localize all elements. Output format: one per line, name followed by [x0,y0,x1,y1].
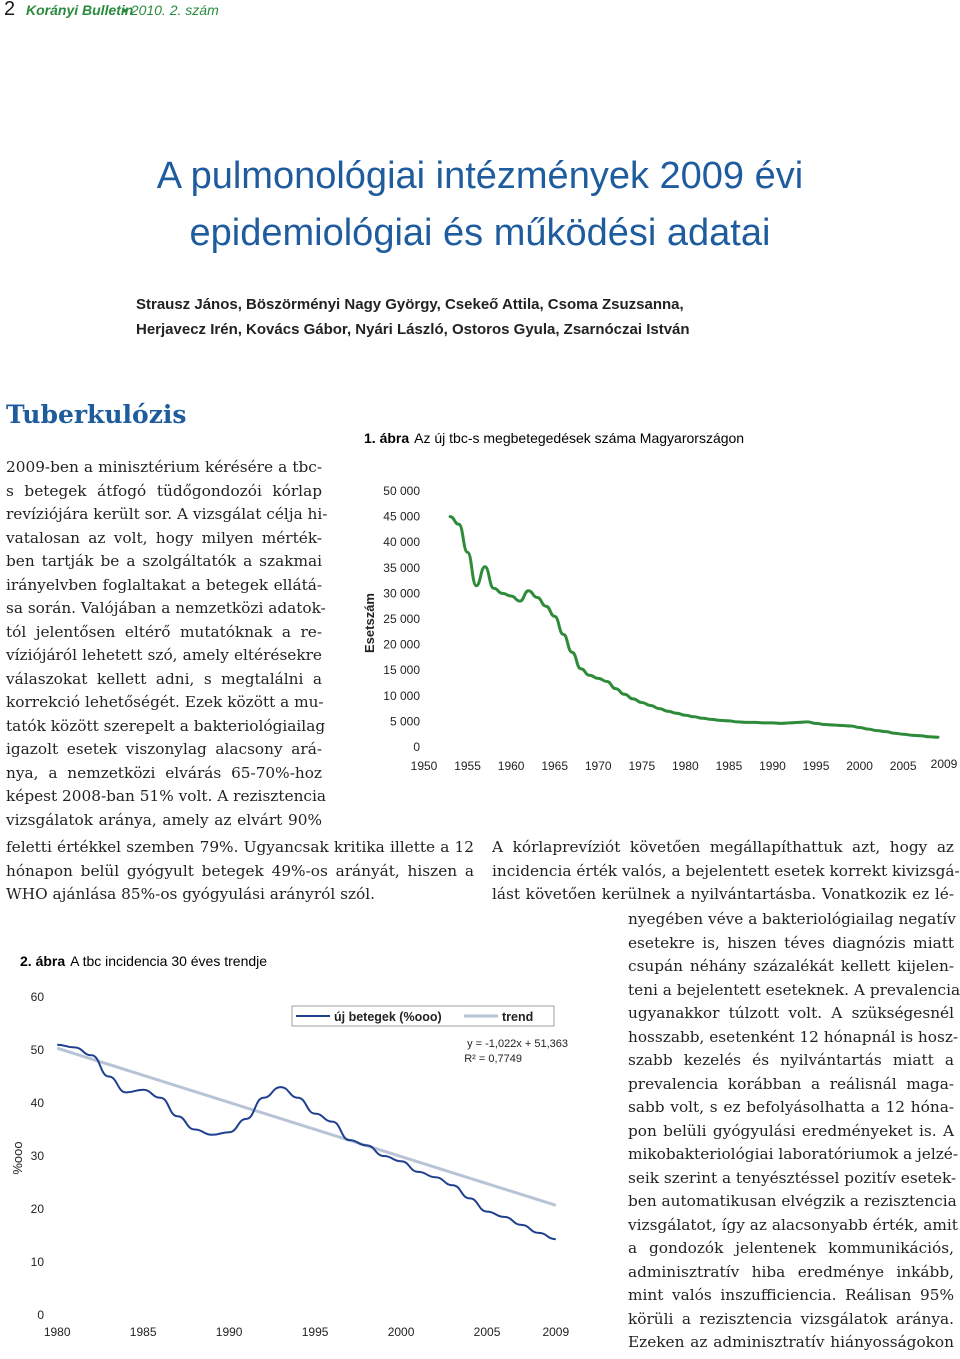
figure-1-y-tick-label: 35 000 [383,560,420,575]
issue-label: • 2010. 2. szám [122,2,219,18]
authors-line-1: Strausz János, Böszörményi Nagy György, Csekeő Attila, Csoma Zsuzsanna, [136,296,684,313]
text-line: a gondozók jelentenek kommunikációs, [628,1239,954,1257]
text-line: vizsgálatot, így az alacsonyabb érték, amit [628,1215,958,1234]
figure-2-x-tick-label: 1985 [129,1325,157,1339]
figure-2-x-tick-label: 1990 [215,1325,243,1339]
figure-2-x-tick-label: 2000 [387,1325,415,1339]
text-line: tatók között szerepelt a bakteriológiailag [6,716,326,735]
figure-2-caption [20,953,267,969]
text-line: tól jelentősen eltérő mutatóknak a re- [6,622,322,641]
left-column-text [6,456,328,832]
text-line: körüli a rezisztencia vizsgálatok aránya. [628,1309,954,1328]
figure-1-y-tick-label: 25 000 [383,612,420,626]
text-line: nya, a nemzetközi elvárás 65-70%-hoz [6,763,322,782]
text-line: víziójáról lehetett szó, amely eltérésekre [6,646,322,664]
text-line: ben tartják be a szolgáltatók a szakmai [6,552,322,570]
figure-1-y-tick-label: 5 000 [389,714,420,729]
journal-name: Korányi Bulletin [26,2,134,18]
right-paragraph-top [492,836,960,907]
text-line: hosszabb, esetenként 12 hónapnál is hosz- [628,1027,959,1046]
figure-2-legend [292,1006,554,1026]
figure-2-y-tick-label: 30 [30,1149,44,1163]
figure-1-x-tick-label: 1975 [628,759,656,773]
text-line: lást követően kerülnek a nyilvántartásba. Vonatkozik ez lé- [492,885,954,903]
figure-1-y-axis-label: Esetszám [362,593,377,653]
text-line: prevalencia korábban a reálisnál maga- [628,1074,954,1093]
figure-1-y-tick-label: 20 000 [383,637,420,652]
figure-1-x-tick-label: 2005 [889,759,917,773]
text-line: irányelvben foglaltakat a betegek ellátá- [6,575,322,594]
text-line: nyegében véve a bakteriológiailag negatív [628,910,956,928]
figure-2-y-tick-label: 0 [37,1308,44,1322]
figure-2-y-tick-label: 40 [30,1096,44,1110]
figure-2-x-tick-label: 1995 [301,1325,329,1339]
text-line: incidencia érték valós, a bejelentett esetek korrekt kivizsgá- [492,861,960,880]
figure-1-x-tick-label: 1955 [454,759,481,773]
article-title [0,148,960,262]
figure-2-x-tick-label: 1980 [43,1325,71,1339]
section-heading: Tuberkulózis [6,400,187,429]
author-list [136,292,936,342]
figure-1-y-tick-label: 40 000 [383,535,420,550]
text-line: csupán néhány százalékát kellett kijelen- [628,957,954,975]
text-line: WHO ajánlása 85%-os gyógyulási arányról szól. [6,885,375,903]
authors-line-2: Herjavecz Irén, Kovács Gábor, Nyári László, Ostoros Gyula, Zsarnóczai István [136,321,690,338]
text-line: szabb kezelés és nyilvántartás miatt a [628,1051,954,1069]
text-line: pon belüli gyógyulási eredményeket is. A [628,1121,954,1140]
figure-1-x-tick-label: 1960 [497,759,525,773]
text-line: vatalosan az volt, hogy milyen mérték- [6,528,322,547]
figure-2-y-tick-label: 10 [30,1255,44,1269]
figure-1-y-tick-label: 45 000 [383,509,420,524]
figure-1-x-tick-label: 1980 [672,759,699,773]
figure-1-x-tick-label: 2009 [930,757,958,771]
figure-1-y-tick-label: 30 000 [383,586,420,601]
legend-label-trend: trend [502,1010,534,1024]
text-line: mikobakteriológiai laboratóriumok a jelzé- [628,1145,958,1163]
left-paragraph-continuation [6,836,474,907]
page-number: 2 [4,0,16,20]
figure-1-chart [336,418,960,778]
figure-2-chart [0,940,580,1350]
page-header [0,0,960,22]
text-line: ugyanakkor túlzott volt. A szükségesnél [628,1004,954,1022]
figure-1-x-tick-label: 1950 [410,759,438,773]
text-line: A kórlaprevíziót követően megállapíthattuk azt, hogy az [492,838,954,856]
right-column-text [628,908,960,1355]
figure-1-y-tick-label: 50 000 [383,484,420,498]
text-line: esetekre is, hiszen téves diagnózis miatt [628,933,954,952]
figure-2-series-line [57,1045,556,1240]
figure-1-x-tick-label: 1965 [541,759,569,773]
figure-2-y-axis-label: %ooo [10,1141,25,1175]
text-line: sa során. Valójában a nemzetközi adatok- [6,599,326,617]
text-line: adminisztratív hiba eredménye inkább, [628,1262,954,1281]
legend-label-new-cases: új betegek (%ooo) [334,1010,442,1024]
figure-1-y-tick-label: 10 000 [383,688,420,703]
figure-2-caption-number: 2. ábra [20,953,66,969]
trend-equation: y = -1,022x + 51,363 [467,1038,568,1050]
figure-1-caption [364,430,744,446]
figure-1-caption-number: 1. ábra [364,430,410,446]
text-line: seik szerint a tenyésztéssel pozitív esetek- [628,1168,957,1187]
figure-1-x-tick-label: 1985 [715,759,743,773]
figure-1-x-tick-label: 1995 [802,759,830,773]
text-line: hónapon belül gyógyult betegek 49%-os arányát, hiszen a [6,861,474,880]
text-line: képest 2008-ban 51% volt. A rezisztencia [6,787,326,805]
figure-1-x-tick-label: 2000 [846,759,873,773]
figure-2-y-tick-label: 20 [30,1202,44,1216]
figure-1-y-tick-label: 15 000 [383,663,420,678]
title-line-1: A pulmonológiai intézmények 2009 évi [156,155,804,197]
title-line-2: epidemiológiai és működési adatai [189,212,771,254]
figure-1-series-line [450,517,938,738]
trend-r-squared: R² = 0,7749 [464,1053,522,1065]
figure-2-trend-line [57,1048,556,1205]
text-line: ben automatikusan elvégzik a rezisztencia [628,1192,957,1210]
text-line: válaszokat kellett adni, s megtalálni a [6,669,322,688]
figure-2-caption-title: A tbc incidencia 30 éves trendje [70,953,268,969]
figure-2-y-tick-label: 60 [30,990,44,1004]
figure-1-x-tick-label: 1990 [759,759,786,773]
text-line: teni a bejelentett eseteknek. A prevalencia [628,980,960,999]
figure-1-x-tick-label: 1970 [584,759,612,773]
text-line: sabb volt, s ez befolyásolhatta a 12 hóna- [628,1098,954,1116]
text-line: Ezeken az adminisztratív hiányosságokon [628,1333,954,1351]
figure-1-y-tick-label: 0 [413,740,420,754]
text-line: revíziójára került sor. A vizsgálat célja hi- [6,505,328,523]
figure-2-x-tick-label: 2005 [473,1325,501,1339]
text-line: 2009-ben a minisztérium kérésére a tbc- [6,458,322,476]
text-line: mint valós inszufficiencia. Reálisan 95% [628,1286,954,1304]
text-line: korrekció lehetőségét. Ezek között a mu- [6,693,324,711]
figure-2-y-tick-label: 50 [30,1043,44,1057]
figure-1-caption-title: Az új tbc-s megbetegedések száma Magyarországon [414,430,745,446]
text-line: igazolt esetek viszonylag alacsony ará- [6,740,322,758]
text-line: vizsgálatok aránya, amely az elvárt 90% [6,810,322,829]
text-line: s betegek átfogó tüdőgondozói kórlap [6,481,322,500]
figure-2-x-tick-label: 2009 [542,1325,570,1339]
text-line: feletti értékkel szemben 79%. Ugyancsak kritika illette a 12 [6,838,474,856]
